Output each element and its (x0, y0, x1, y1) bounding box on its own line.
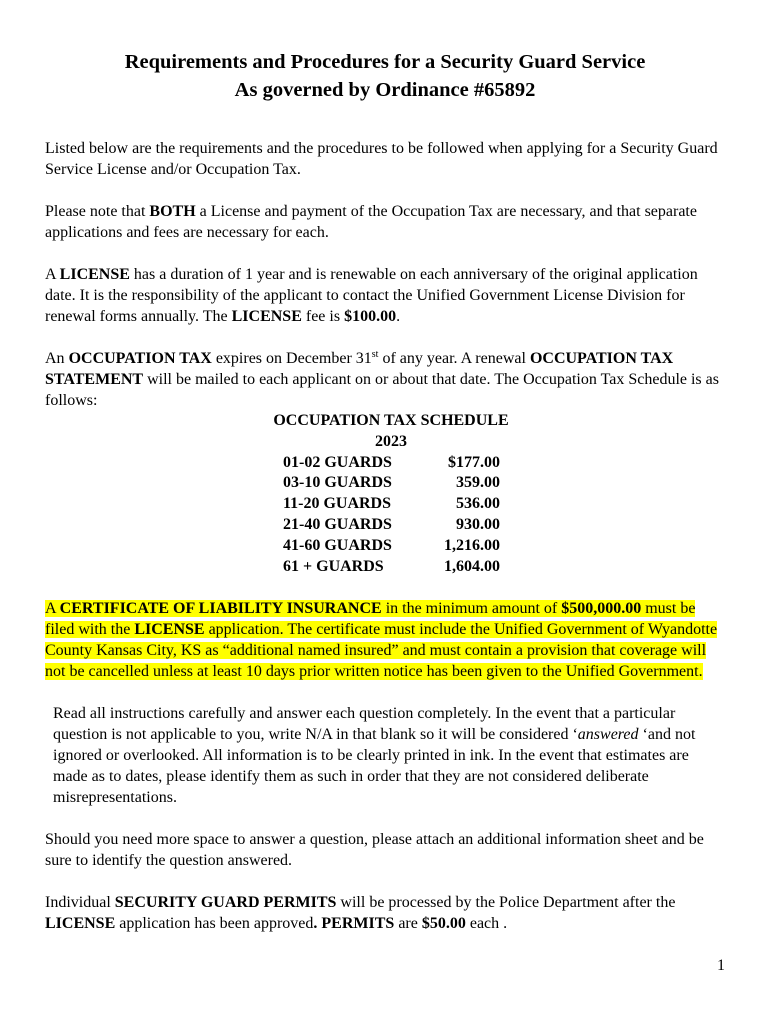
schedule-row: 21-40 GUARDS 930.00 (283, 515, 500, 533)
title-line-1: Requirements and Procedures for a Security Guard Service (124, 51, 646, 73)
permits-paragraph: Individual SECURITY GUARD PERMITS will be processed by the Police Department after the LICENSE application has been approved. PERMITS are $50.00 each . (45, 894, 676, 933)
schedule-year: 2023 (375, 432, 407, 450)
space-note-paragraph: Should you need more space to answer a question, please attach an additional information sheet and be sure to identify the question answered. (45, 831, 704, 870)
intro-paragraph: Listed below are the requirements and the procedures to be followed when applying for a Security Guard Service License and/or Occupation Tax. (45, 140, 718, 178)
schedule-row: 61 + GUARDS 1,604.00 (283, 557, 500, 575)
instructions-paragraph: Read all instructions carefully and answer each question completely. In the event that a particular question is not applicable to you, write N/A in that blank so it will be considered ‘answered ‘and not ignored or overlooked. All information is to be clearly printed in ink. In the event that estimates are made as to dates, please identify them as such in order that they are not considered deliberate misrepresentations. (53, 705, 696, 807)
schedule-row: 01-02 GUARDS $177.00 (283, 453, 500, 471)
schedule-row: 03-10 GUARDS 359.00 (283, 474, 500, 492)
document-page (45, 48, 725, 934)
license-paragraph: A LICENSE has a duration of 1 year and is renewable on each anniversary of the original application date. It is the responsibility of the applicant to contact the Unified Government License Division for renewal forms annually. The LICENSE fee is $100.00. (45, 266, 698, 325)
insurance-paragraph: A CERTIFICATE OF LIABILITY INSURANCE in the minimum amount of $500,000.00 must be filed with the LICENSE application. The certificate must include the Unified Government of Wyandotte County Kansas City, KS as “additional named insured” and must contain a provision that coverage will not be cancelled unless at least 10 days prior written notice has been given to the Unified Government. (45, 600, 718, 681)
tax-schedule (45, 411, 725, 577)
occupation-tax-paragraph: An OCCUPATION TAX expires on December 31st of any year. A renewal OCCUPATION TAX STATEMENT will be mailed to each applicant on or about that date. The Occupation Tax Schedule is as follows: (45, 349, 719, 409)
document-title (45, 48, 725, 104)
schedule-title: OCCUPATION TAX SCHEDULE (273, 412, 509, 429)
schedule-row: 11-20 GUARDS 536.00 (283, 495, 500, 513)
license-fee: $100.00 (344, 308, 397, 325)
both-note-paragraph: Please note that BOTH a License and payment of the Occupation Tax are necessary, and that separate applications and fees are necessary for each. (45, 203, 697, 241)
title-line-2: As governed by Ordinance #65892 (234, 79, 536, 101)
page-number: 1 (717, 957, 725, 974)
schedule-row: 41-60 GUARDS 1,216.00 (283, 536, 500, 554)
